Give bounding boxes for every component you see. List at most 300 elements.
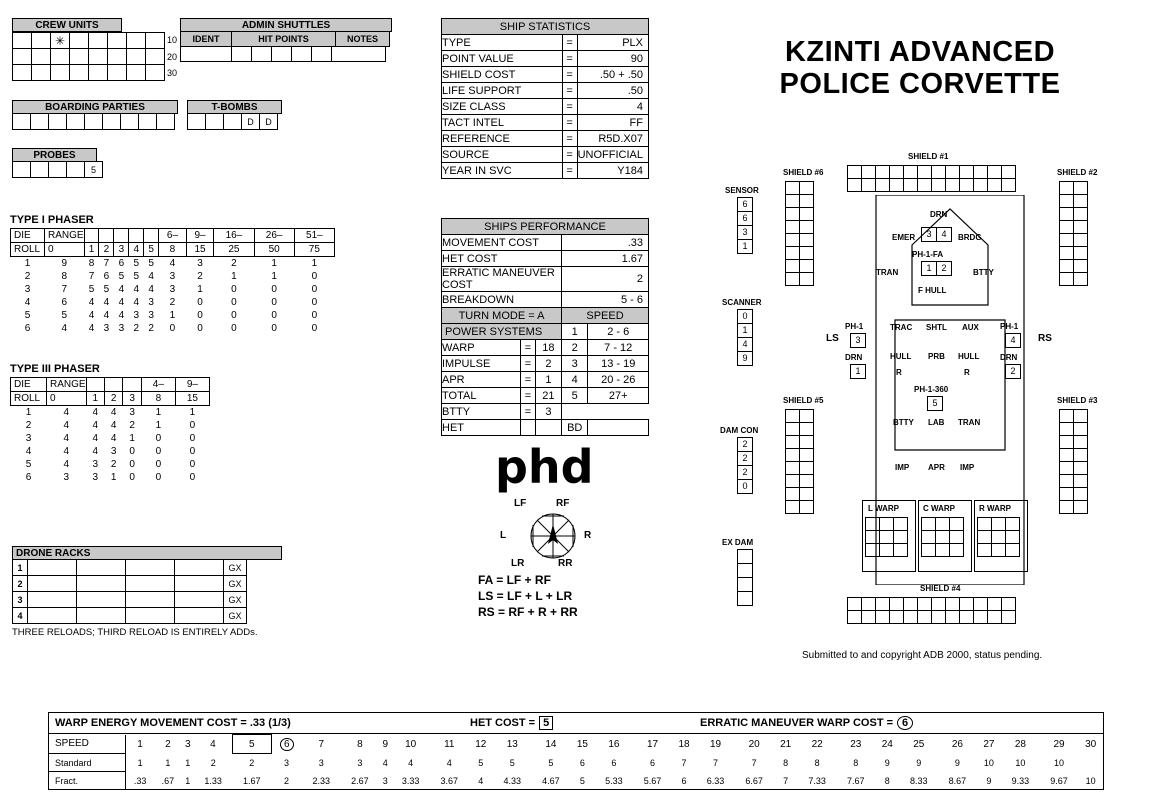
het-box[interactable] (521, 420, 536, 436)
drone-rack-gx: GX (223, 575, 247, 592)
ph1-left-label: PH-1 (845, 322, 864, 331)
power-index: 4 (562, 372, 588, 388)
cell: 1 (24, 257, 31, 269)
drn-boxes[interactable] (922, 228, 952, 242)
stat-label: LIFE SUPPORT (442, 83, 563, 99)
perf-value: .33 (562, 235, 649, 251)
standard-cell: 2 (210, 757, 216, 768)
ph1-fa-box[interactable]: 2 (936, 261, 952, 276)
btty-label: BTTY (893, 418, 914, 427)
drn-right-box[interactable]: 2 (1005, 364, 1021, 379)
standard-cell: 4 (446, 757, 452, 768)
standard-cell: 7 (751, 757, 757, 768)
turn-mode-label: TURN MODE = A (442, 308, 562, 324)
th: 2 (99, 243, 114, 257)
cell: 3 (63, 471, 70, 483)
crew-units-panel (12, 18, 177, 81)
stat-eq: = (562, 163, 577, 179)
ex-dam-box[interactable] (737, 591, 753, 606)
ships-performance-title: SHIPS PERFORMANCE (442, 219, 649, 235)
cell: 2 (24, 270, 31, 282)
power-range: 20 - 26 (588, 372, 649, 388)
fract-cell: 2.33 (312, 775, 331, 786)
cell: 4 (118, 309, 125, 321)
type1-phaser-panel (10, 214, 335, 335)
speed-cell: 28 (1014, 738, 1026, 750)
standard-cell: 3 (357, 757, 363, 768)
power-value: 2 (535, 356, 561, 372)
drn-box[interactable]: 3 (921, 227, 937, 242)
admin-shuttles-row[interactable] (180, 46, 392, 62)
cell: 0 (231, 322, 237, 334)
cell: 2 (110, 458, 117, 470)
t-bombs-row[interactable] (187, 113, 282, 130)
standard-cell: 4 (408, 757, 414, 768)
sensor-box[interactable]: 3 (737, 225, 753, 240)
speed-cell: 17 (646, 738, 659, 750)
cell: 5 (25, 458, 32, 470)
ph1-fa-label: PH-1-FA (912, 250, 944, 259)
fract-cell: 2 (284, 775, 290, 786)
cell: 6 (118, 257, 125, 269)
drn-left-label: DRN (845, 353, 863, 362)
ph1-right-box[interactable]: 4 (1005, 333, 1021, 348)
cell: 3 (103, 322, 110, 334)
cell: 5 (118, 270, 125, 282)
cell: 4 (148, 270, 154, 282)
drone-rack-row[interactable] (12, 607, 282, 624)
power-eq: = (521, 372, 536, 388)
th: 3 (114, 243, 129, 257)
power-value: 1 (535, 372, 561, 388)
cell: 0 (197, 309, 203, 321)
standard-cell: 2 (249, 757, 255, 768)
cell: 5 (133, 257, 140, 269)
cell: 4 (24, 296, 31, 308)
standard-cell: 8 (853, 757, 859, 768)
admin-shuttles-col-ident: IDENT (180, 31, 232, 47)
crew-units-row[interactable] (12, 48, 165, 65)
power-index: 2 (562, 340, 588, 356)
aux-label: AUX (962, 323, 979, 332)
probes-row[interactable] (12, 161, 103, 178)
cell: 6 (103, 270, 110, 282)
copyright-notice: Submitted to and copyright ADB 2000, status pending. (802, 650, 1043, 661)
fract-cell: 8 (884, 775, 890, 786)
drn-label: DRN (930, 210, 948, 219)
fract-label: Fract. (49, 772, 126, 790)
th: 2 (104, 392, 122, 406)
th (99, 229, 114, 243)
cell: 0 (311, 270, 318, 282)
standard-cell: 1 (185, 757, 191, 768)
stat-value: PLX (577, 35, 648, 51)
boarding-parties-title: BOARDING PARTIES (12, 100, 178, 114)
fract-cell: 7 (783, 775, 789, 786)
speed-cell: 24 (881, 738, 893, 750)
cell: 0 (231, 296, 237, 308)
crew-units-scale-30: 30 (167, 68, 178, 78)
drone-racks-note: THREE RELOADS; THIRD RELOAD IS ENTIRELY ADDs. (12, 627, 258, 638)
speed-cell: 4 (210, 738, 216, 750)
perf-value: 5 - 6 (562, 292, 649, 308)
stat-eq: = (562, 67, 577, 83)
standard-cell: 9 (954, 757, 960, 768)
drone-rack-row[interactable] (12, 591, 282, 608)
fract-cell: 10 (1085, 775, 1096, 786)
th-die: DIE (11, 229, 45, 243)
drone-rack-row[interactable] (12, 559, 282, 576)
table-row (11, 283, 335, 296)
dam-con-box[interactable]: 2 (737, 465, 753, 480)
trac-label: TRAC (890, 323, 913, 332)
cell: 3 (169, 270, 176, 282)
fract-cell: 4.33 (503, 775, 522, 786)
speed-cell: 11 (444, 738, 455, 750)
standard-cell: 9 (916, 757, 922, 768)
power-value: 3 (535, 404, 561, 420)
scanner-box[interactable]: 9 (737, 351, 753, 366)
ex-dam-label: EX DAM (722, 538, 754, 547)
bd-box[interactable] (588, 420, 649, 436)
t-bomb-cell-d1[interactable]: D (241, 113, 260, 130)
dam-con-track[interactable] (738, 438, 753, 494)
drn-right-label: DRN (1000, 353, 1018, 362)
speed-cell: 8 (357, 738, 363, 750)
cell: 4 (63, 445, 70, 457)
cell: 4 (169, 257, 176, 269)
scanner-track[interactable] (738, 310, 753, 366)
th: 4 (129, 243, 144, 257)
power-label: TOTAL (442, 388, 521, 404)
speed-cell: 13 (506, 738, 518, 750)
speed-cell: 22 (811, 738, 823, 750)
speed-cell: 30 (1085, 738, 1097, 750)
fract-row (49, 772, 1103, 790)
table-row (11, 270, 335, 283)
power-label: BTTY (442, 404, 521, 420)
cell: 3 (110, 445, 117, 457)
cell: 4 (92, 406, 99, 418)
cell: 0 (189, 432, 196, 444)
cell: 3 (148, 296, 154, 308)
page-title (700, 36, 1140, 101)
cell: 0 (311, 283, 318, 295)
hull-left-label: HULL (890, 352, 912, 361)
stat-value: UNOFFICIAL (577, 147, 648, 163)
stat-eq: = (562, 51, 577, 67)
fract-cell: 9.33 (1011, 775, 1030, 786)
stat-value: Y184 (577, 163, 648, 179)
th (129, 229, 144, 243)
sensor-box[interactable]: 1 (737, 239, 753, 254)
stat-eq: = (562, 83, 577, 99)
shield-3-boxes[interactable] (1060, 410, 1088, 514)
power-index: 5 (562, 388, 588, 404)
speed-cell: 18 (678, 738, 690, 750)
speed-cell: 14 (545, 738, 557, 750)
speed-cell: 2 (165, 738, 171, 750)
power-index: 1 (562, 324, 588, 340)
cell: 3 (92, 458, 99, 470)
cell: 2 (133, 322, 140, 334)
ph1-360-box[interactable]: 5 (927, 396, 943, 411)
cell: 6 (24, 322, 31, 334)
cell: 1 (129, 432, 135, 444)
cell: 5 (133, 270, 140, 282)
crew-units-scale-20: 20 (167, 52, 178, 62)
cell: 4 (25, 445, 32, 457)
power-range: 2 - 6 (588, 324, 649, 340)
het-cost-value: 5 (539, 716, 553, 730)
th: 0 (45, 243, 85, 257)
shield-4-boxes[interactable] (848, 598, 1016, 624)
f-hull-label: F HULL (918, 286, 947, 295)
fract-cell: 2.67 (351, 775, 369, 786)
cell: 8 (88, 257, 95, 269)
speed-cell: 29 (1053, 738, 1065, 750)
shield-5-boxes[interactable] (786, 410, 814, 514)
emer-label: EMER (892, 233, 916, 242)
cell: 7 (88, 270, 95, 282)
table-row (11, 309, 335, 322)
drone-rack-index: 1 (12, 559, 28, 576)
th: 4– (141, 378, 175, 392)
standard-cell: 3 (284, 757, 290, 768)
stat-eq: = (562, 115, 577, 131)
fract-cell: 5.33 (605, 775, 623, 786)
th: 6– (159, 229, 187, 243)
shtl-label: SHTL (926, 323, 947, 332)
dam-con-box[interactable]: 2 (737, 437, 753, 452)
cell: 5 (61, 309, 68, 321)
stat-value: FF (577, 115, 648, 131)
sensor-track[interactable] (738, 198, 753, 254)
th: 0 (47, 392, 87, 406)
admin-shuttles-title: ADMIN SHUTTLES (180, 18, 392, 32)
power-range: 13 - 19 (588, 356, 649, 372)
th: 5 (144, 243, 159, 257)
table-row (11, 257, 335, 270)
r-warp-grid[interactable] (978, 518, 1020, 557)
th: 8 (159, 243, 187, 257)
cell: 1 (155, 419, 162, 431)
crew-units-row[interactable] (12, 64, 165, 81)
cell: 4 (63, 458, 70, 470)
stat-label: SOURCE (442, 147, 563, 163)
cell: 0 (129, 458, 135, 470)
standard-cell: 5 (509, 757, 515, 768)
drone-racks-panel (12, 546, 282, 638)
drone-rack-row[interactable] (12, 575, 282, 592)
scanner-box[interactable]: 1 (737, 323, 753, 338)
standard-label: Standard (49, 754, 126, 772)
stat-eq: = (562, 35, 577, 51)
ex-dam-box[interactable] (737, 563, 753, 578)
shield-1-boxes[interactable] (848, 166, 1016, 192)
th-roll: ROLL (11, 243, 45, 257)
drn-left-box[interactable]: 1 (850, 364, 866, 379)
tran-label: TRAN (958, 418, 981, 427)
cell: 0 (129, 445, 135, 457)
arc-formula-rs: RS = RF + R + RR (478, 605, 578, 620)
sensor-box[interactable]: 6 (737, 211, 753, 226)
standard-cell: 8 (814, 757, 820, 768)
btty-label-top: BTTY (973, 268, 994, 277)
ship-statistics-panel (441, 18, 649, 179)
hull-left-r: R (896, 368, 902, 377)
ex-dam-box[interactable] (737, 549, 753, 564)
table-row (11, 419, 210, 432)
th: 9– (175, 378, 209, 392)
l-warp-label: L WARP (868, 504, 899, 513)
th: 9– (186, 229, 214, 243)
l-warp-grid[interactable] (866, 518, 908, 557)
type3-phaser-panel (10, 363, 210, 484)
prb-label: PRB (928, 352, 945, 361)
table-row (11, 471, 210, 484)
standard-cell: 5 (548, 757, 554, 768)
sensor-label: SENSOR (725, 186, 759, 195)
th: 75 (294, 243, 334, 257)
ph1-fa-boxes[interactable] (922, 262, 952, 276)
imp-left-label: IMP (895, 463, 910, 472)
fract-cell: 9.67 (1050, 775, 1068, 786)
cell: 4 (133, 283, 140, 295)
th: 16– (214, 229, 254, 243)
dam-con-box[interactable]: 2 (737, 451, 753, 466)
speed-cell: 20 (748, 738, 760, 750)
c-warp-grid[interactable] (922, 518, 964, 557)
th: 1 (84, 243, 99, 257)
firing-arc-legend (478, 572, 578, 621)
cell: 0 (197, 296, 203, 308)
shield-6-boxes[interactable] (786, 182, 814, 286)
cell: 4 (133, 296, 140, 308)
dam-con-box[interactable]: 0 (737, 479, 753, 494)
power-index: 3 (562, 356, 588, 372)
speed-cell: 15 (576, 738, 588, 750)
cell: 0 (169, 322, 176, 334)
fract-cell: 9 (986, 775, 992, 786)
standard-cell: 3 (318, 757, 324, 768)
boarding-parties-row[interactable] (12, 113, 178, 130)
ph1-left-box[interactable]: 3 (850, 333, 866, 348)
table-row (11, 432, 210, 445)
standard-cell: 10 (1054, 757, 1065, 768)
tran-label-top: TRAN (876, 268, 899, 277)
ph1-right-label: PH-1 (1000, 322, 1019, 331)
perf-value: 2 (562, 267, 649, 292)
cell: 4 (88, 296, 95, 308)
speed-cell: 25 (913, 738, 925, 750)
ship-statistics-title: SHIP STATISTICS (442, 19, 649, 35)
cell: 5 (88, 283, 95, 295)
cell: 2 (169, 296, 176, 308)
apr-label: APR (928, 463, 945, 472)
probes-cell-5[interactable]: 5 (84, 161, 103, 178)
het-cost-label: HET COST = (470, 717, 536, 729)
cell: 3 (129, 406, 135, 418)
standard-cell: 7 (713, 757, 719, 768)
ships-performance-table (441, 218, 649, 436)
power-label: IMPULSE (442, 356, 521, 372)
warp-energy-label: WARP ENERGY MOVEMENT COST = .33 (1/3) (55, 717, 291, 729)
cell: 4 (118, 296, 125, 308)
scanner-label: SCANNER (722, 298, 762, 307)
cell: 2 (148, 322, 154, 334)
perf-label: HET COST (442, 251, 562, 267)
stat-value: 90 (577, 51, 648, 67)
cell: 0 (155, 471, 162, 483)
cell: 0 (271, 322, 277, 334)
power-value: 18 (535, 340, 561, 356)
drone-rack-index: 4 (12, 607, 28, 624)
admin-shuttles-col-notes: NOTES (335, 31, 390, 47)
cell: 0 (197, 322, 203, 334)
dam-con-label: DAM CON (720, 426, 759, 435)
standard-cell: 6 (579, 757, 585, 768)
th: 25 (214, 243, 254, 257)
crew-units-row[interactable] (12, 32, 165, 49)
th: 8 (141, 392, 175, 406)
fract-cell: 6 (681, 775, 687, 786)
table-row (11, 406, 210, 419)
t-bomb-cell-d2[interactable]: D (259, 113, 278, 130)
cell: 4 (110, 432, 117, 444)
standard-cell: 6 (650, 757, 656, 768)
standard-cell: 10 (1015, 757, 1026, 768)
sensor-box[interactable]: 6 (737, 197, 753, 212)
standard-cell: 10 (983, 757, 994, 768)
cell: 3 (92, 471, 99, 483)
cell: 4 (63, 419, 70, 431)
r-warp-label: R WARP (979, 504, 1011, 513)
crew-units-marked-cell[interactable]: ✳ (50, 32, 70, 49)
ph1-fa-box[interactable]: 1 (921, 261, 937, 276)
th: 51– (294, 229, 334, 243)
stat-eq: = (562, 131, 577, 147)
th: 26– (254, 229, 294, 243)
table-row (11, 458, 210, 471)
shield-2-boxes[interactable] (1060, 182, 1088, 286)
scanner-box[interactable]: 4 (737, 337, 753, 352)
speed-cell: 16 (608, 738, 620, 750)
cell: 4 (148, 283, 154, 295)
cell: 7 (61, 283, 68, 295)
fract-cell: 7.67 (846, 775, 865, 786)
cell: 7 (103, 257, 110, 269)
standard-row (49, 754, 1103, 772)
cell: 0 (189, 471, 196, 483)
th (144, 229, 159, 243)
drn-box[interactable]: 4 (936, 227, 952, 242)
ex-dam-track[interactable] (738, 550, 753, 606)
het-box[interactable] (535, 420, 561, 436)
cell: 4 (61, 322, 68, 334)
table-row (11, 296, 335, 309)
shield-1-label: SHIELD #1 (908, 152, 949, 161)
power-eq: = (521, 388, 536, 404)
shield-3-label: SHIELD #3 (1057, 396, 1098, 405)
th-range: RANGE (45, 229, 85, 243)
cell: 4 (103, 296, 110, 308)
scanner-box[interactable]: 0 (737, 309, 753, 324)
crew-units-title: CREW UNITS (12, 18, 122, 32)
fract-cell: 3 (382, 775, 388, 786)
th (86, 378, 104, 392)
ex-dam-box[interactable] (737, 577, 753, 592)
